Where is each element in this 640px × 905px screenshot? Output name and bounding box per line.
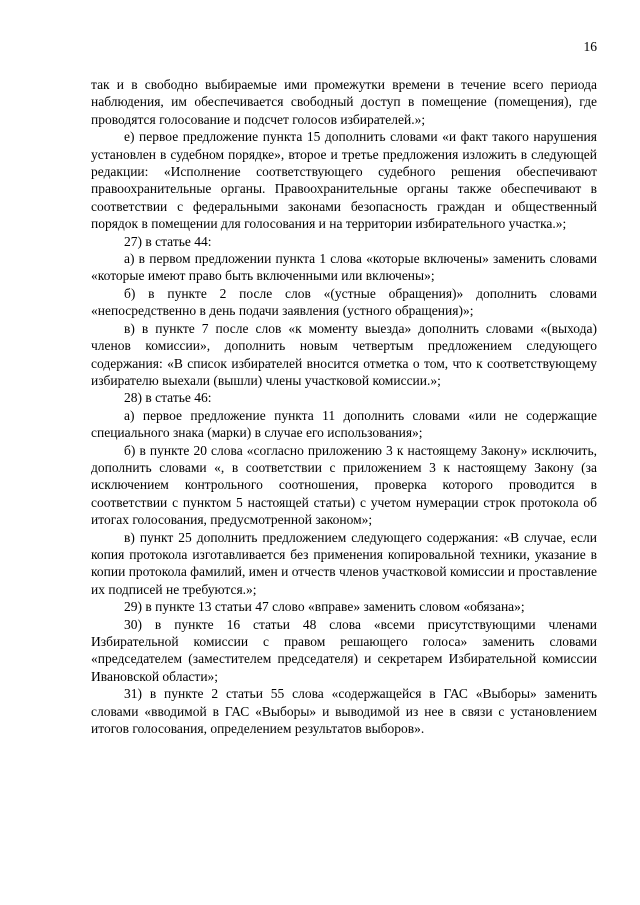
paragraph: а) первое предложение пункта 11 дополнить словами «или не содержащие специального знака (марки) в случае его использования»; bbox=[91, 407, 597, 441]
paragraph: 27) в статье 44: bbox=[124, 233, 212, 249]
paragraph: б) в пункте 20 слова «согласно приложению 3 к настоящему Закону» исключить, дополнить словами «, в соответствии с приложением 3 к настоящему Закону (за исключением контрольного соотношения, проверка которого проводится в соответствии с пунктом 5 настоящей статьи) с учетом нумерации строк протокола об итогах голосования, предусмотренной законом»; bbox=[91, 442, 597, 528]
page-number: 16 bbox=[583, 39, 597, 54]
paragraph: так и в свободно выбираемые ими промежутки времени в течение всего периода наблюдения, им обеспечивается свободный доступ в помещение (помещения), где проводятся голосование и подсчет голосов избирателей.»; bbox=[91, 77, 597, 127]
paragraph: 30) в пункте 16 статьи 48 слова «всеми присутствующими членами Избирательной комиссии с правом решающего голоса» заменить словами «председателем (заместителем председателя) и секретарем Избирательной комиссии Ивановской области»; bbox=[91, 616, 597, 684]
paragraph: е) первое предложение пункта 15 дополнить словами «и факт такого нарушения установлен в судебном порядке», второе и третье предложения изложить в следующей редакции: «Исполнение соответствующего судебного решения обеспечивают правоохранительные органы. Правоохранительные органы также обеспечивают в соответствии с федеральными законами безопасность граждан и общественный порядок в помещении для голосования и на территории избирательного участка.»; bbox=[91, 129, 597, 232]
paragraph: 28) в статье 46: bbox=[124, 390, 212, 406]
paragraph: а) в первом предложении пункта 1 слова «которые включены» заменить словами «которые имеют право быть включенными или включены»; bbox=[91, 251, 597, 284]
paragraph: 29) в пункте 13 статьи 47 слово «вправе» заменить словом «обязана»; bbox=[124, 599, 525, 615]
paragraph: б) в пункте 2 после слов «(устные обращения)» дополнить словами «непосредственно в день подачи заявления (устного обращения)»; bbox=[91, 285, 597, 319]
paragraph: 31) в пункте 2 статьи 55 слова «содержащейся в ГАС «Выборы» заменить словами «вводимой в ГАС «Выборы» и выводимой из нее в связи с установлением итогов голосования, определением результатов выборов». bbox=[91, 686, 597, 737]
paragraph: в) пункт 25 дополнить предложением следующего содержания: «В случае, если копия протокола изготавливается без применения копировальной техники, указание в копии протокола фамилий, имен и отчеств членов участковой комиссии и проставление их подписей не требуются.»; bbox=[91, 529, 597, 597]
paragraph: в) в пункте 7 после слов «к моменту выезда» дополнить словами «(выхода) членов комиссии», дополнить новым четвертым предложением следующего содержания: «В список избирателей вносится отметка о том, что к соответствующему избирателю выехали (вышли) члены участковой комиссии.»; bbox=[91, 320, 597, 388]
